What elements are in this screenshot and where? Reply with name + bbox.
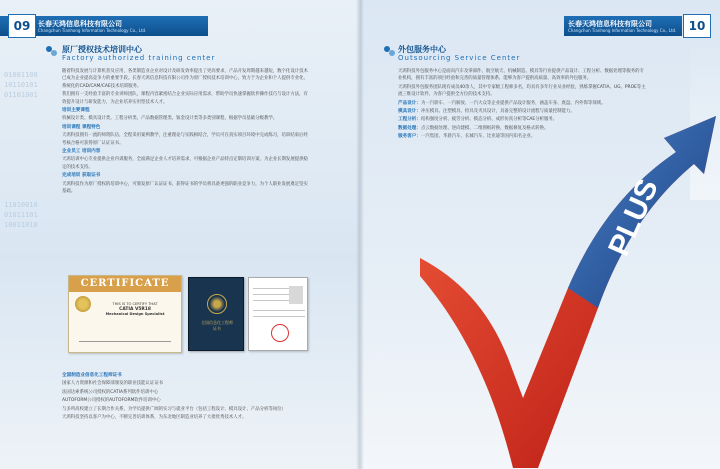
paragraph: 机械设计类、模具设计类、工程分析类、产品数据管理类、钣金设计类等多类别课程，根据学员基础分级教学。 [62, 116, 278, 122]
list-item [398, 108, 648, 115]
form-line [253, 300, 289, 301]
item-text: 结构强度分析、疲劳分析、模态分析、成形仿真分析等CAE分析服务。 [420, 117, 558, 123]
certificate-form-image [248, 277, 308, 351]
binary-decoration: 01001100 10110101 01101001 [4, 71, 38, 99]
left-header-subtitle: Changchun Tianhong Information Technology Co., Ltd. [38, 28, 147, 33]
right-page-number: 10 [683, 14, 711, 38]
form-line [253, 294, 289, 295]
list-item [398, 100, 648, 107]
arrow-label-text: PLUS [602, 174, 665, 261]
left-header-title: 长春天鸿信息科技有限公司 [38, 20, 122, 28]
left-section-subtitle: Factory authorized training center [62, 54, 216, 62]
right-section-title: 外包服务中心 [398, 45, 446, 54]
item-label: 模具设计： [398, 109, 421, 115]
item-text: 为一汽轿车、一汽解放、一汽大众等企业提供产品设计服务，涵盖车身、底盘、内外饰等领域。 [420, 100, 606, 106]
list-item [398, 125, 648, 132]
sub-heading: 企业员工 培训内容 [62, 149, 101, 155]
list-item [398, 133, 648, 140]
right-header-title: 长春天鸿信息科技有限公司 [568, 20, 652, 28]
item-text: 一汽集团、华晨汽车、长城汽车、比亚迪等国内知名企业。 [420, 134, 536, 140]
photo-placeholder [289, 286, 303, 304]
item-label: 工程分析： [398, 117, 421, 123]
item-label: 服务客户： [398, 134, 421, 140]
sub-heading: 培训课程 课程特色 [62, 124, 101, 130]
paragraph: 天鸿科技作为原厂授权的培训中心，可颁发原厂认证证书，获得证书的学员将具备更强的职业竞争力，为个人职业发展奠定坚实基础。 [62, 181, 308, 195]
certificate-image [68, 275, 182, 353]
certificate-line: THIS IS TO CERTIFY THAT [112, 302, 158, 306]
item-label: 产品设计： [398, 100, 421, 106]
gear-icon [382, 44, 396, 58]
right-section-subtitle: Outsourcing Service Center [398, 54, 521, 62]
left-section-title: 原厂授权技术培训中心 [62, 45, 142, 54]
paragraph: 随着科技发展与计算机普及应用，各类制造业企业对设计及研发效率提出了更高要求，产品开发周期越来越短，数字化设计技术已成为企业提高竞争力的重要手段。长春天鸿信息科技有限公司作为原厂授权技术培训中心，致力于为企业和个人提供专业化、系统化的CAD/CAM/CAE技术培训服务。 [62, 69, 308, 89]
stamp-icon [271, 324, 289, 342]
left-page-number: 09 [8, 14, 36, 38]
list-item: 法国达索系统公司授权的CATIA系列软件培训中心 [62, 389, 159, 395]
signature-line [79, 341, 171, 342]
paragraph: 天鸿科技外包服务团队现有成员40余人，其中专家级工程师多名，均具有多年行业从业经验，熟练掌握CATIA、UG、PROE等主流三维设计软件，为客户提供全方位的技术支持。 [398, 84, 646, 98]
paragraph: 我们拥有一支经验丰富的专业讲师团队，课程内容紧密结合企业实际应用需求，帮助学员快速掌握软件操作技巧与设计方法，有效提升设计与研发能力，为企业培养实用型技术人才。 [62, 92, 308, 105]
form-line [253, 316, 305, 317]
right-body-text [398, 68, 648, 288]
gear-icon [44, 44, 58, 58]
paragraph: 天鸿培训中心专业提供企业内训服务，全面满足企业人才培养需求，可根据企业产品特点定制培训方案，为企业长期发展提供稳定的技术支持。 [62, 157, 308, 170]
paragraph: 天鸿科技拥有一流的师资队伍，全程采用案例教学，注重理论与实践相结合，学员可在真实项目环境中完成练习，培训结束后经考核合格可获得原厂认证证书。 [62, 133, 308, 146]
certificate-title: CERTIFICATE [69, 276, 181, 292]
item-label: 数据处理： [398, 125, 421, 131]
certificate-line: CATIA V5R18 [119, 307, 151, 312]
booklet-line: 证书 [213, 326, 221, 331]
sub-heading: 培训主要课程 [62, 108, 90, 114]
form-line [253, 288, 289, 289]
sub-heading: 完成培训 获取证书 [62, 173, 101, 179]
booklet-title [193, 320, 241, 332]
sub-heading: 全国制造业信息化工程师证书 [62, 373, 122, 378]
list-item [398, 116, 648, 123]
item-text: 点云数据处理、逆向建模、二维图纸转换、数据修复及格式转换。 [420, 125, 549, 131]
booklet-line: 全国信息化工程师 [201, 320, 233, 325]
form-line [253, 310, 305, 311]
list-item: 天鸿科技坚持以客户为中心，不断完善培训体系，为东北地区制造业培养了大批优秀技术人才。 [62, 415, 247, 421]
emblem-icon [207, 294, 227, 314]
seal-icon [75, 296, 91, 312]
left-body-text [62, 68, 310, 268]
left-bottom-text [62, 372, 310, 464]
binary-decoration: 11010010 01011101 10011010 [4, 201, 38, 229]
certificate-line: Mechanical Design Specialist [105, 312, 165, 316]
list-item: 与多所高校建立了长期合作关系，为学员提供广阔的实习与就业平台（包括工程设计、模具设计、产品分析等岗位） [62, 406, 286, 412]
item-text: 冲压模具、注塑模具、检具及夹具设计，具备完整的设计流程与质量控制能力。 [420, 109, 575, 115]
certificate-booklet-image [188, 277, 244, 351]
right-header-subtitle: Changchun Tianhong Information Technology Co., Ltd. [568, 28, 677, 33]
right-header-bar [564, 16, 682, 36]
list-item: AUTOFORM公司授权的AUTOFORM软件培训中心 [62, 398, 161, 404]
book-spine [356, 0, 364, 469]
paragraph: 天鸿科技外包服务中心是面向汽车及零部件、航空航天、机械制造、模具等行业提供产品设计、工程分析、数据处理等服务的专业机构，拥有丰富的项目经验和完善的质量管理体系，能够为客户提供高质量、高效率的外包服务。 [398, 69, 644, 82]
list-item: 国家人力资源和社会保障部颁发的职业技能认证证书 [62, 381, 163, 387]
